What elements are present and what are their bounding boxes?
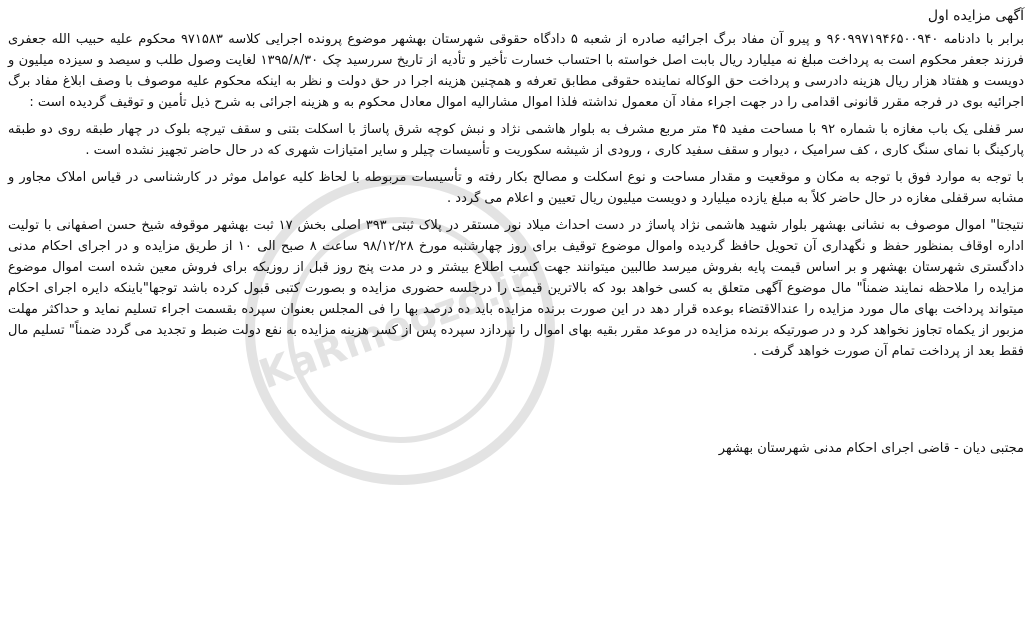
notice-title: آگهی مزایده اول	[927, 8, 1024, 24]
notice-document	[8, 6, 1024, 459]
notice-paragraph-valuation: با توجه به موارد فوق با توجه به مکان و موقعیت و مقدار مساحت و نوع اسکلت و مصالح بکار رفته و تأسیسات مربوطه با لحاظ کلیه عوامل موثر در کارشناسی در قیاس املاک مجاور و مشابه سرقفلی مغازه در حال حاضر کلاً به مبلغ یازده میلیارد و دویست میلیون ریال تعیین و اعلام می گردد .	[8, 170, 1024, 206]
notice-signature: مجتبی دیان - قاضی اجرای احکام مدنی شهرستان بهشهر	[718, 441, 1024, 456]
notice-paragraph-verdict: برابر با دادنامه ۹۶۰۹۹۷۱۹۴۶۵۰۰۹۴۰ و پیرو آن مفاد برگ اجرائیه صادره از شعبه ۵ دادگاه حقوقی شهرستان بهشهر موضوع پرونده اجرایی کلاسه ۹۷۱۵۸۳ محکوم علیه حبیب الله جعفری فرزند جعفر محکوم است به پرداخت مبلغ نه میلیارد ریال بابت اصل خواسته با احتساب خسارت تأخیر و تأدیه از تاریخ سررسید چک ۱۳۹۵/۸/۳۰ لغایت وصول طلب و سیصد و سیزده میلیون و دویست و هفتاد هزار ریال هزینه دادرسی و پرداخت حق الوکاله نماینده حقوقی مطابق تعرفه و همچنین هزینه اجرا در حق دولت و نظر به اینکه محکوم علیه موصوف با وصف ابلاغ مفاد برگ اجرائیه بوی در فرجه مقرر قانونی اقدامی را در جهت اجراء مفاد آن معمول نداشته فلذا اموال مشارالیه اموال معادل محکوم به و هزینه اجرائی به شرح ذیل تأمین و توقیف گردیده است :	[8, 32, 1025, 110]
notice-paragraph-auction-terms: نتیجتا" اموال موصوف به نشانی بهشهر بلوار شهید هاشمی نژاد پاساژ در دست احداث میلاد نور مستقر در پلاک ثبتی ۳۹۳ اصلی بخش ۱۷ ثبت بهشهر موقوفه شیخ حسن اصفهانی با تولیت اداره اوقاف بمنظور حفظ و نگهداری آن تحویل حافظ گردیده واموال موضوع توقیف برای روز چهارشنبه مورخ ۹۸/۱۲/۲۸ ساعت ۸ صبح الی ۱۰ از طریق مزایده و در اجرای احکام مدنی دادگستری شهرستان بهشهر و بر اساس قیمت پایه بفروش میرسد طالبین میتوانند جهت کسب اطلاع بیشتر و در مدت پنج روز قبل از روزیکه برای فروش معین شده است اموال موضوع مزایده را ملاحظه نمایند ضمناً" مال موضوع آگهی متعلق به کسی خواهد بود که بالاترین قیمت را درجلسه حضوری مزایده و بصورت کتبی قبول کرده باشد توجها"باینکه دایره اجرای احکام میتواند پرداخت بهای مال مورد مزایده را عندالاقتضاء بوعده قرار دهد در این صورت برنده مزایده باید ده درصد بها را فی المجلس بعنوان سپرده بقسمت اجراء تسلیم نماید و حداکثر مهلت مزبور از یکماه تجاوز نخواهد کرد و در صورتیکه برنده مزایده در موعد مقرر بقیه بهای اموال را نپردازد سپرده پس از کسر هزینه مزایده به نفع دولت ضبط و تجدید می گردد ضمناً" تسلیم مال فقط بعد از پرداخت تمام آن صورت خواهد گرفت .	[8, 218, 1024, 359]
notice-paragraph-property: سر قفلی یک باب مغازه با شماره ۹۲ با مساحت مفید ۴۵ متر مربع مشرف به بلوار هاشمی نژاد و نبش کوچه شرق پاساژ با اسکلت بتنی و سقف تیرچه بلوک در چهار طبقه روی دو طبقه پارکینگ با نمای سنگ کاری ، کف سرامیک ، دیوار و سقف سفید کاری ، ورودی از شیشه سکوریت و تأسیسات چیلر و سایر امتیازات شهری که در حال حاضر تجهیز نشده است .	[8, 122, 1024, 158]
spacer	[8, 368, 1024, 438]
svg-text:KaRmoozd.ir: KaRmoozd.ir	[253, 257, 538, 399]
